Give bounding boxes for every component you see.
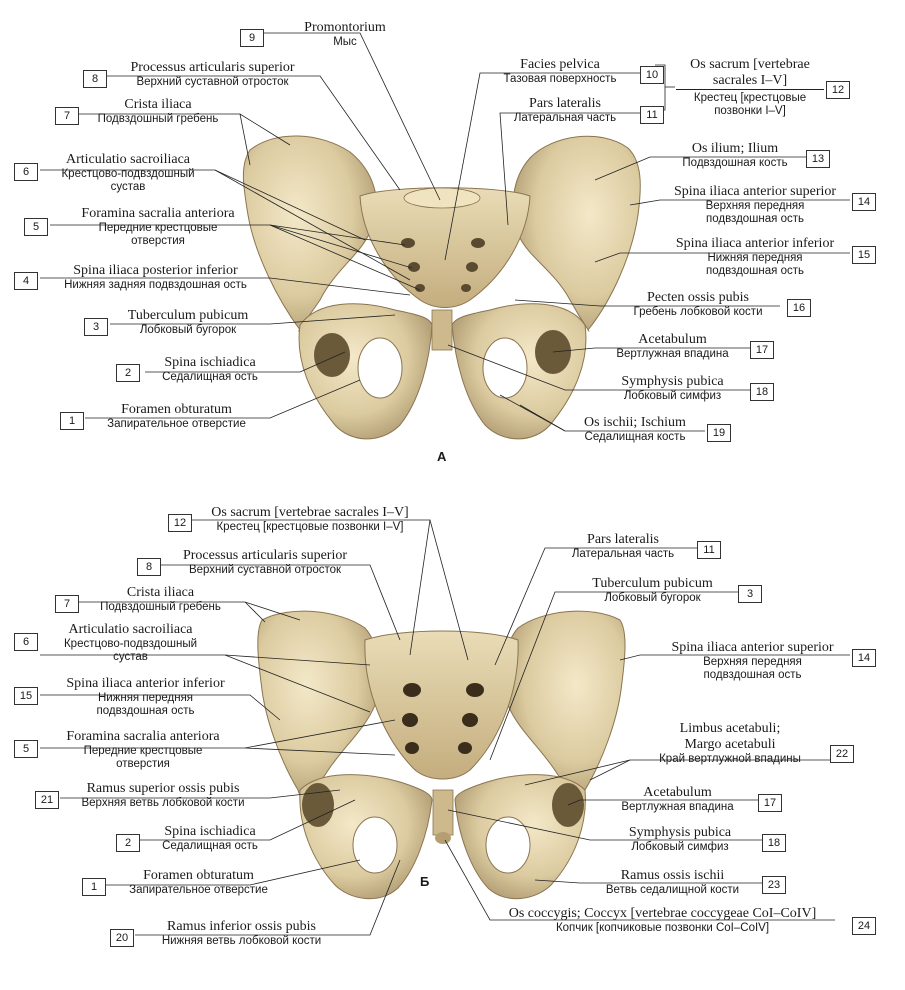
label-a14-russian: Верхняя передняя подвздошная ость <box>705 200 805 226</box>
label-b11 <box>548 532 698 561</box>
label-number-a4: 4 <box>14 272 38 290</box>
figure-b-caption: Б <box>420 874 430 889</box>
label-b18-russian: Лобковый симфиз <box>631 841 729 854</box>
label-b7-russian: Подвздошный гребень <box>100 601 221 614</box>
label-b2 <box>140 824 280 853</box>
label-number-a7: 7 <box>55 107 79 125</box>
label-a5 <box>48 206 268 249</box>
label-a15-latin: Spina iliaca anterior inferior <box>675 236 835 251</box>
label-number-a6: 6 <box>14 163 38 181</box>
label-a16 <box>608 290 788 319</box>
label-b2-latin: Spina ischiadica <box>164 824 256 839</box>
label-a2-russian: Седалищная ость <box>162 371 258 384</box>
label-a7-latin: Crista iliaca <box>124 97 192 112</box>
label-a6-latin: Articulatio sacroiliaca <box>66 152 190 167</box>
label-b1-russian: Запирательное отверстие <box>129 884 268 897</box>
label-number-a2: 2 <box>116 364 140 382</box>
label-number-b24: 24 <box>852 917 876 935</box>
label-number-b1: 1 <box>82 878 106 896</box>
label-b23-latin: Ramus ossis ischii <box>620 868 725 883</box>
label-b5-latin: Foramina sacralia anteriora <box>66 729 220 744</box>
label-b21-latin: Ramus superior ossis pubis <box>86 781 240 796</box>
label-a9-latin: Promontorium <box>304 20 386 35</box>
label-a1 <box>84 402 269 431</box>
label-a19 <box>560 415 710 444</box>
label-a14 <box>655 184 855 227</box>
label-b7-latin: Crista iliaca <box>126 585 195 600</box>
label-a8 <box>105 60 320 89</box>
label-b14 <box>650 640 855 683</box>
label-b11-russian: Латеральная часть <box>571 548 675 561</box>
label-b21 <box>58 781 268 810</box>
label-b5-russian: Передние крестцовые отверстия <box>83 745 203 771</box>
label-b12-latin: Os sacrum [vertebrae sacrales I–V] <box>211 505 409 520</box>
label-b6-russian: Крестцово-подвздошный сустав <box>63 638 198 664</box>
label-a3 <box>108 308 268 337</box>
label-a10-russian: Тазовая поверхность <box>503 73 617 86</box>
label-b17 <box>595 785 760 814</box>
label-b21-russian: Верхняя ветвь лобковой кости <box>81 797 245 810</box>
label-number-a1: 1 <box>60 412 84 430</box>
label-b24-latin: Os coccygis; Coccyx [vertebrae coccygeae CoI–CoIV] <box>508 906 817 921</box>
label-number-b15: 15 <box>14 687 38 705</box>
label-b22-latin: Limbus acetabuli; Margo acetabuli <box>679 721 781 753</box>
label-a2 <box>140 355 280 384</box>
label-a18-russian: Лобковый симфиз <box>623 390 722 403</box>
label-b24-russian: Копчик [копчиковые позвонки CoI–CoIV] <box>555 922 770 935</box>
label-number-b3: 3 <box>738 585 762 603</box>
label-b3 <box>565 576 740 605</box>
label-number-a14: 14 <box>852 193 876 211</box>
label-number-a16: 16 <box>787 299 811 317</box>
label-a17 <box>590 332 755 361</box>
label-b15 <box>38 676 253 719</box>
label-a4-latin: Spina iliaca posterior inferior <box>73 263 238 278</box>
label-a2-latin: Spina ischiadica <box>164 355 256 370</box>
label-a1-latin: Foramen obturatum <box>121 402 232 417</box>
label-a4-russian: Нижняя задняя подвздошная ость <box>64 279 247 292</box>
label-b23-russian: Ветвь седалищной кости <box>605 884 740 897</box>
label-a19-latin: Os ischii; Ischium <box>584 415 686 430</box>
label-b18 <box>595 825 765 854</box>
label-number-b21: 21 <box>35 791 59 809</box>
label-b15-latin: Spina iliaca anterior inferior <box>66 676 225 691</box>
label-number-b5: 5 <box>14 740 38 758</box>
label-b15-russian: Нижняя передняя подвздошная ость <box>96 692 195 718</box>
label-b11-latin: Pars lateralis <box>587 532 659 547</box>
label-number-a13: 13 <box>806 150 830 168</box>
pelvis-figure-b <box>258 611 625 899</box>
label-a5-latin: Foramina sacralia anteriora <box>81 206 235 221</box>
label-a12-latin: Os sacrum [vertebrae sacrales I–V] <box>690 57 810 89</box>
label-a9-russian: Мыс <box>333 36 357 49</box>
label-number-b14: 14 <box>852 649 876 667</box>
label-b18-latin: Symphysis pubica <box>628 825 732 840</box>
label-b6-latin: Articulatio sacroiliaca <box>68 622 193 637</box>
label-a16-latin: Pecten ossis pubis <box>647 290 749 305</box>
label-number-b2: 2 <box>116 834 140 852</box>
label-b12-russian: Крестец [крестцовые позвонки I–V] <box>216 521 404 534</box>
label-number-a18: 18 <box>750 383 774 401</box>
label-b24 <box>490 906 835 935</box>
label-b20 <box>134 919 349 948</box>
label-a12-russian: Крестец [крестцовые позвонки I–V] <box>676 89 824 118</box>
label-a8-latin: Processus articularis superior <box>130 60 295 75</box>
label-number-a9: 9 <box>240 29 264 47</box>
label-b8-russian: Верхний суставной отросток <box>188 564 342 577</box>
label-b3-russian: Лобковый бугорок <box>604 592 701 605</box>
label-b14-latin: Spina iliaca anterior superior <box>671 640 834 655</box>
label-b1-latin: Foramen obturatum <box>143 868 254 883</box>
label-b14-russian: Верхняя передняя подвздошная ость <box>703 656 802 682</box>
label-number-b11: 11 <box>697 541 721 559</box>
label-a1-russian: Запирательное отверстие <box>107 418 246 431</box>
label-number-a5: 5 <box>24 218 48 236</box>
label-b20-russian: Нижняя ветвь лобковой кости <box>161 935 322 948</box>
label-a11 <box>490 96 640 125</box>
label-b1 <box>106 868 291 897</box>
label-number-b8: 8 <box>137 558 161 576</box>
label-b23 <box>580 868 765 897</box>
label-b6 <box>38 622 223 665</box>
label-a13-latin: Os ilium; Ilium <box>691 141 779 156</box>
label-b12 <box>190 505 430 534</box>
label-a15 <box>655 236 855 279</box>
label-number-b12: 12 <box>168 514 192 532</box>
label-number-b18: 18 <box>762 834 786 852</box>
label-a7-russian: Подвздошный гребень <box>97 113 219 126</box>
label-number-a12: 12 <box>826 81 850 99</box>
label-a16-russian: Гребень лобковой кости <box>633 306 763 319</box>
label-b17-latin: Acetabulum <box>643 785 712 800</box>
label-a14-latin: Spina iliaca anterior superior <box>673 184 837 199</box>
label-b22 <box>630 721 830 766</box>
label-a6-russian: Крестцово-подвздошный сустав <box>61 168 195 194</box>
label-b8-latin: Processus articularis superior <box>182 548 348 563</box>
label-number-a8: 8 <box>83 70 107 88</box>
label-a19-russian: Седалищная кость <box>584 431 686 444</box>
label-number-a19: 19 <box>707 424 731 442</box>
label-number-a11: 11 <box>640 106 664 124</box>
label-a10-latin: Facies pelvica <box>520 57 600 72</box>
label-number-b23: 23 <box>762 876 786 894</box>
label-a6 <box>38 152 218 195</box>
label-number-b6: 6 <box>14 633 38 651</box>
label-number-b20: 20 <box>110 929 134 947</box>
label-number-a10: 10 <box>640 66 664 84</box>
label-b20-latin: Ramus inferior ossis pubis <box>167 919 316 934</box>
label-number-a15: 15 <box>852 246 876 264</box>
label-b7 <box>78 585 243 614</box>
label-a11-russian: Латеральная часть <box>513 112 617 125</box>
label-a13-russian: Подвздошная кость <box>682 157 788 170</box>
label-b17-russian: Вертлужная впадина <box>621 801 734 814</box>
label-b3-latin: Tuberculum pubicum <box>592 576 713 591</box>
label-number-a3: 3 <box>84 318 108 336</box>
label-a5-russian: Передние крестцовые отверстия <box>98 222 218 248</box>
label-a4 <box>38 263 273 292</box>
label-a17-latin: Acetabulum <box>638 332 707 347</box>
label-a18 <box>590 374 755 403</box>
label-a12 <box>676 57 824 119</box>
label-a9 <box>265 20 425 49</box>
label-a15-russian: Нижняя передняя подвздошная ость <box>706 252 804 278</box>
label-a11-latin: Pars lateralis <box>529 96 601 111</box>
label-b2-russian: Седалищная ость <box>162 840 258 853</box>
label-b5 <box>38 729 248 772</box>
label-a17-russian: Вертлужная впадина <box>616 348 729 361</box>
label-b22-russian: Край вертлужной впадины <box>659 753 801 766</box>
label-a13 <box>650 141 820 170</box>
label-number-b7: 7 <box>55 595 79 613</box>
label-a18-latin: Symphysis pubica <box>621 374 724 389</box>
figure-a-caption: А <box>437 449 447 464</box>
label-a10 <box>480 57 640 86</box>
label-number-a17: 17 <box>750 341 774 359</box>
label-a3-latin: Tuberculum pubicum <box>127 308 249 323</box>
label-a3-russian: Лобковый бугорок <box>139 324 237 337</box>
label-a7 <box>78 97 238 126</box>
label-b8 <box>160 548 370 577</box>
label-number-b22: 22 <box>830 745 854 763</box>
label-number-b17: 17 <box>758 794 782 812</box>
pelvis-figure-a <box>243 136 640 439</box>
label-a8-russian: Верхний суставной отросток <box>136 76 289 89</box>
